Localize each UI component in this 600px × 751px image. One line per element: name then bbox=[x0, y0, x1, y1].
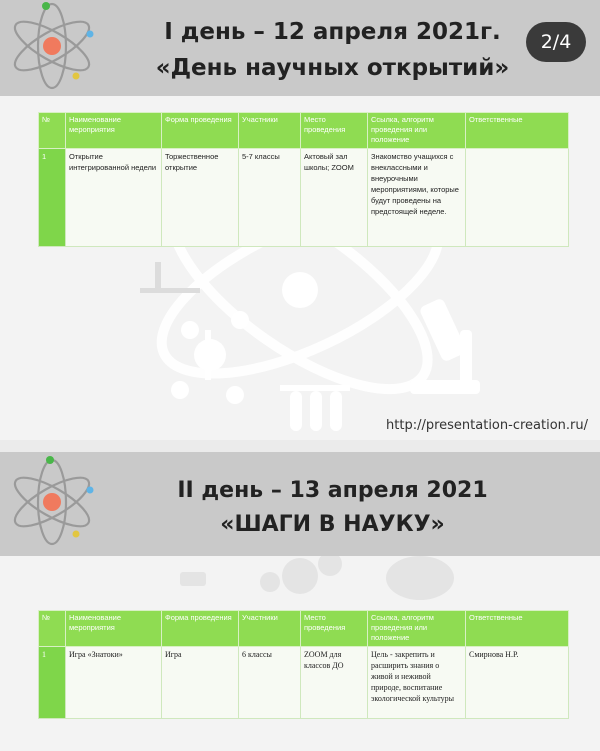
column-header: № bbox=[39, 113, 66, 149]
column-header: Форма проведения bbox=[162, 611, 239, 647]
column-header: Ответственные bbox=[466, 113, 569, 149]
schedule-table bbox=[38, 112, 569, 247]
page-counter-badge: 2/4 bbox=[526, 22, 586, 62]
table-cell: 1 bbox=[39, 647, 66, 719]
table-cell bbox=[466, 149, 569, 247]
table-cell: Актовый зал школы; ZOOM bbox=[301, 149, 368, 247]
slide-title bbox=[105, 14, 560, 86]
slide-header bbox=[0, 452, 600, 556]
table-cell: Игра bbox=[162, 647, 239, 719]
table-row bbox=[39, 149, 569, 247]
table-cell: 6 классы bbox=[239, 647, 301, 719]
column-header: № bbox=[39, 611, 66, 647]
title-line-2: «ШАГИ В НАУКУ» bbox=[220, 512, 445, 537]
column-header: Ссылка, алгоритм проведения или положение bbox=[368, 113, 466, 149]
table-header-row bbox=[39, 611, 569, 647]
column-header: Форма проведения bbox=[162, 113, 239, 149]
slide-header bbox=[0, 0, 600, 96]
column-header: Ответственные bbox=[466, 611, 569, 647]
table-cell: ZOOM для классов ДО bbox=[301, 647, 368, 719]
atom-logo-icon bbox=[6, 2, 106, 92]
table-cell: Торжественное открытие bbox=[162, 149, 239, 247]
source-url: http://presentation-creation.ru/ bbox=[386, 418, 588, 433]
table-cell: 5-7 классы bbox=[239, 149, 301, 247]
column-header: Наименование мероприятия bbox=[66, 611, 162, 647]
column-header: Место проведения bbox=[301, 611, 368, 647]
title-line-1: I день – 12 апреля 2021г. bbox=[164, 19, 501, 45]
table-cell: Знакомство учащихся с внеклассными и внеурочными мероприятиями, которые будут проведены на предстоящей неделе. bbox=[368, 149, 466, 247]
title-line-1: II день – 13 апреля 2021 bbox=[177, 478, 488, 503]
table-cell: Открытие интегрированной недели bbox=[66, 149, 162, 247]
table-cell: Игра «Знатоки» bbox=[66, 647, 162, 719]
table-row bbox=[39, 647, 569, 719]
schedule-table bbox=[38, 610, 569, 719]
column-header: Участники bbox=[239, 113, 301, 149]
brain-icon bbox=[386, 556, 454, 600]
table-cell: 1 bbox=[39, 149, 66, 247]
slide-2 bbox=[0, 452, 600, 751]
table-header-row bbox=[39, 113, 569, 149]
slide-title bbox=[105, 474, 560, 542]
column-header: Наименование мероприятия bbox=[66, 113, 162, 149]
column-header: Ссылка, алгоритм проведения или положение bbox=[368, 611, 466, 647]
molecule-icon bbox=[171, 311, 249, 404]
table-cell: Цель - закрепить и расширить знания о живой и неживой природе, воспитание экологической культуры bbox=[368, 647, 466, 719]
column-header: Место проведения bbox=[301, 113, 368, 149]
atom-logo-icon bbox=[6, 454, 106, 550]
gears-icon bbox=[260, 552, 342, 594]
title-line-2: «День научных открытий» bbox=[155, 55, 510, 81]
column-header: Участники bbox=[239, 611, 301, 647]
test-tubes-icon bbox=[280, 385, 350, 431]
table-cell: Смирнова Н.Р. bbox=[466, 647, 569, 719]
